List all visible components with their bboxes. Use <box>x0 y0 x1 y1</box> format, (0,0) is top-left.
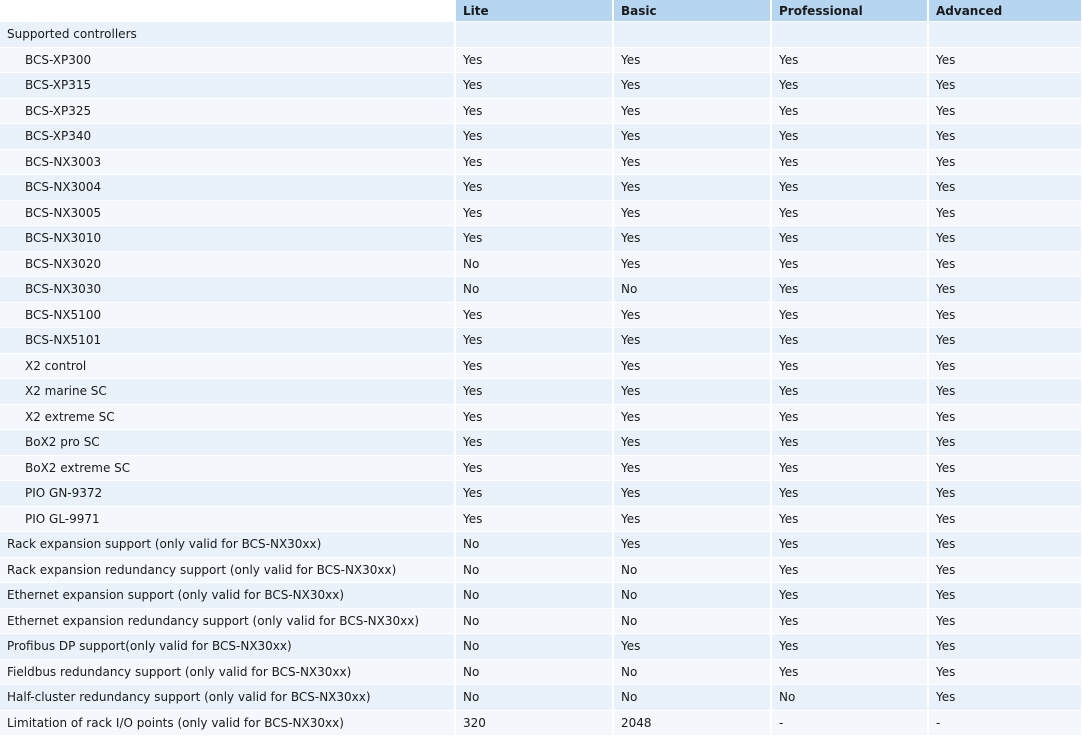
cell-lite: 320 <box>456 711 612 736</box>
cell-lite: Yes <box>456 481 612 506</box>
cell-professional: Yes <box>772 124 927 149</box>
row-label: BCS-NX3030 <box>0 277 454 302</box>
cell-advanced: Yes <box>929 99 1081 124</box>
row-label: Ethernet expansion support (only valid for BCS-NX30xx) <box>0 583 454 608</box>
cell-professional: Yes <box>772 558 927 583</box>
row-label: BCS-XP340 <box>0 124 454 149</box>
cell-lite: Yes <box>456 150 612 175</box>
cell-lite: Yes <box>456 405 612 430</box>
cell-professional: Yes <box>772 150 927 175</box>
cell-basic: Yes <box>614 507 770 532</box>
table-row <box>0 303 1081 328</box>
table-header-row <box>0 0 1081 21</box>
table-row <box>0 150 1081 175</box>
row-label: X2 control <box>0 354 454 379</box>
header-advanced: Advanced <box>929 0 1081 21</box>
cell-lite: Yes <box>456 328 612 353</box>
cell-professional: Yes <box>772 583 927 608</box>
cell-professional: Yes <box>772 634 927 659</box>
table-row <box>0 456 1081 481</box>
table-row <box>0 583 1081 608</box>
table-row <box>0 48 1081 73</box>
cell-lite: No <box>456 609 612 634</box>
cell-lite: Yes <box>456 226 612 251</box>
table-row <box>0 252 1081 277</box>
table-row <box>0 201 1081 226</box>
cell-advanced: Yes <box>929 583 1081 608</box>
cell-advanced: Yes <box>929 405 1081 430</box>
table-row <box>0 226 1081 251</box>
cell-professional: Yes <box>772 175 927 200</box>
cell-professional: Yes <box>772 277 927 302</box>
header-blank-cell <box>0 0 454 21</box>
row-label: BCS-NX3003 <box>0 150 454 175</box>
cell-advanced: Yes <box>929 430 1081 455</box>
row-label: BCS-XP300 <box>0 48 454 73</box>
cell-professional: Yes <box>772 481 927 506</box>
cell-lite: No <box>456 558 612 583</box>
table-row <box>0 277 1081 302</box>
row-label: Half-cluster redundancy support (only valid for BCS-NX30xx) <box>0 685 454 710</box>
cell-basic: Yes <box>614 48 770 73</box>
cell-basic: Yes <box>614 456 770 481</box>
table-row <box>0 532 1081 557</box>
cell-basic: Yes <box>614 430 770 455</box>
cell-lite: Yes <box>456 124 612 149</box>
cell-basic: No <box>614 660 770 685</box>
cell-advanced: Yes <box>929 379 1081 404</box>
cell-professional: Yes <box>772 660 927 685</box>
cell-professional: Yes <box>772 609 927 634</box>
cell-lite: Yes <box>456 456 612 481</box>
cell-basic: Yes <box>614 405 770 430</box>
cell-professional: Yes <box>772 507 927 532</box>
cell-advanced: Yes <box>929 150 1081 175</box>
cell-basic: No <box>614 558 770 583</box>
cell-basic: Yes <box>614 226 770 251</box>
cell-basic: Yes <box>614 150 770 175</box>
row-label: Ethernet expansion redundancy support (only valid for BCS-NX30xx) <box>0 609 454 634</box>
cell-lite: No <box>456 634 612 659</box>
cell-basic: Yes <box>614 124 770 149</box>
cell-basic <box>614 22 770 47</box>
cell-advanced: Yes <box>929 48 1081 73</box>
cell-basic: No <box>614 609 770 634</box>
table-row <box>0 481 1081 506</box>
cell-advanced: Yes <box>929 609 1081 634</box>
table-row <box>0 99 1081 124</box>
cell-advanced: Yes <box>929 303 1081 328</box>
cell-lite: No <box>456 532 612 557</box>
cell-professional: Yes <box>772 303 927 328</box>
cell-lite: No <box>456 660 612 685</box>
row-label: X2 extreme SC <box>0 405 454 430</box>
row-label: X2 marine SC <box>0 379 454 404</box>
table-row <box>0 405 1081 430</box>
cell-lite: Yes <box>456 354 612 379</box>
cell-professional: Yes <box>772 405 927 430</box>
row-label: BCS-XP315 <box>0 73 454 98</box>
cell-professional: Yes <box>772 379 927 404</box>
row-label: BCS-NX3020 <box>0 252 454 277</box>
cell-professional: Yes <box>772 354 927 379</box>
table-row <box>0 354 1081 379</box>
table-row <box>0 507 1081 532</box>
table-row <box>0 558 1081 583</box>
row-label: BCS-XP325 <box>0 99 454 124</box>
cell-lite: Yes <box>456 379 612 404</box>
cell-basic: No <box>614 583 770 608</box>
cell-basic: Yes <box>614 354 770 379</box>
row-label: PIO GL-9971 <box>0 507 454 532</box>
row-label: PIO GN-9372 <box>0 481 454 506</box>
cell-professional: Yes <box>772 430 927 455</box>
table-row <box>0 175 1081 200</box>
cell-lite: No <box>456 277 612 302</box>
header-professional: Professional <box>772 0 927 21</box>
cell-advanced: Yes <box>929 73 1081 98</box>
cell-lite: Yes <box>456 175 612 200</box>
cell-advanced: Yes <box>929 354 1081 379</box>
cell-advanced: Yes <box>929 124 1081 149</box>
cell-advanced: Yes <box>929 481 1081 506</box>
cell-basic: Yes <box>614 99 770 124</box>
cell-basic: No <box>614 685 770 710</box>
table-row <box>0 22 1081 47</box>
cell-advanced: Yes <box>929 532 1081 557</box>
row-label: BoX2 extreme SC <box>0 456 454 481</box>
cell-advanced: Yes <box>929 252 1081 277</box>
cell-basic: Yes <box>614 634 770 659</box>
row-label: BoX2 pro SC <box>0 430 454 455</box>
cell-professional: Yes <box>772 532 927 557</box>
cell-advanced <box>929 22 1081 47</box>
table-row <box>0 379 1081 404</box>
table-row <box>0 711 1081 736</box>
table-row <box>0 609 1081 634</box>
table-row <box>0 328 1081 353</box>
cell-advanced: Yes <box>929 685 1081 710</box>
cell-advanced: Yes <box>929 175 1081 200</box>
cell-lite: Yes <box>456 430 612 455</box>
cell-basic: Yes <box>614 73 770 98</box>
cell-professional: No <box>772 685 927 710</box>
cell-lite: Yes <box>456 73 612 98</box>
table-row <box>0 73 1081 98</box>
header-lite: Lite <box>456 0 612 21</box>
cell-professional: Yes <box>772 48 927 73</box>
cell-professional: - <box>772 711 927 736</box>
cell-basic: No <box>614 277 770 302</box>
row-label: BCS-NX3004 <box>0 175 454 200</box>
cell-basic: Yes <box>614 379 770 404</box>
cell-lite: Yes <box>456 507 612 532</box>
cell-basic: Yes <box>614 532 770 557</box>
cell-professional: Yes <box>772 99 927 124</box>
cell-basic: Yes <box>614 201 770 226</box>
cell-lite <box>456 22 612 47</box>
row-label: BCS-NX3010 <box>0 226 454 251</box>
row-label: Rack expansion support (only valid for BCS-NX30xx) <box>0 532 454 557</box>
cell-advanced: Yes <box>929 507 1081 532</box>
row-label: Limitation of rack I/O points (only valid for BCS-NX30xx) <box>0 711 454 736</box>
table-row <box>0 660 1081 685</box>
cell-lite: Yes <box>456 99 612 124</box>
cell-advanced: Yes <box>929 660 1081 685</box>
table-row <box>0 634 1081 659</box>
table-row <box>0 685 1081 710</box>
table-row <box>0 430 1081 455</box>
cell-advanced: Yes <box>929 277 1081 302</box>
cell-advanced: Yes <box>929 328 1081 353</box>
cell-advanced: Yes <box>929 201 1081 226</box>
cell-basic: Yes <box>614 328 770 353</box>
row-label: Profibus DP support(only valid for BCS-NX30xx) <box>0 634 454 659</box>
cell-lite: No <box>456 252 612 277</box>
cell-advanced: - <box>929 711 1081 736</box>
table-body <box>0 22 1081 735</box>
row-label: Fieldbus redundancy support (only valid for BCS-NX30xx) <box>0 660 454 685</box>
cell-basic: Yes <box>614 175 770 200</box>
header-basic: Basic <box>614 0 770 21</box>
cell-lite: Yes <box>456 303 612 328</box>
cell-lite: No <box>456 583 612 608</box>
row-label: BCS-NX5100 <box>0 303 454 328</box>
cell-lite: Yes <box>456 48 612 73</box>
row-label: BCS-NX3005 <box>0 201 454 226</box>
cell-professional: Yes <box>772 201 927 226</box>
cell-basic: Yes <box>614 303 770 328</box>
cell-professional: Yes <box>772 252 927 277</box>
cell-professional: Yes <box>772 73 927 98</box>
cell-professional <box>772 22 927 47</box>
row-label: BCS-NX5101 <box>0 328 454 353</box>
cell-advanced: Yes <box>929 558 1081 583</box>
cell-professional: Yes <box>772 456 927 481</box>
cell-advanced: Yes <box>929 456 1081 481</box>
cell-basic: Yes <box>614 252 770 277</box>
cell-lite: Yes <box>456 201 612 226</box>
cell-basic: Yes <box>614 481 770 506</box>
row-label: Supported controllers <box>0 22 454 47</box>
row-label: Rack expansion redundancy support (only valid for BCS-NX30xx) <box>0 558 454 583</box>
cell-advanced: Yes <box>929 634 1081 659</box>
cell-basic: 2048 <box>614 711 770 736</box>
cell-advanced: Yes <box>929 226 1081 251</box>
cell-professional: Yes <box>772 328 927 353</box>
cell-lite: No <box>456 685 612 710</box>
table-row <box>0 124 1081 149</box>
cell-professional: Yes <box>772 226 927 251</box>
